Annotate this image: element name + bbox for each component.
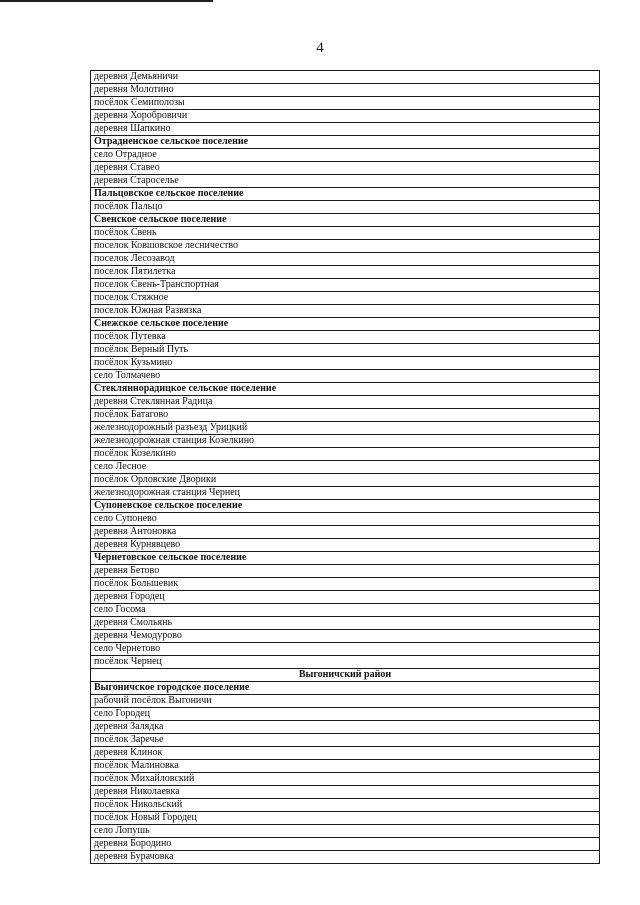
settlement-row [91,240,600,253]
settlement-heading-row [91,383,600,396]
settlement-name-cell: деревня Антоновка [91,526,600,539]
settlement-row [91,292,600,305]
settlement-heading-row [91,500,600,513]
settlement-name-cell: поселок Стяжное [91,292,600,305]
settlement-name-cell: посёлок Кузьмино [91,357,600,370]
settlement-name-cell: деревня Бетово [91,565,600,578]
settlement-row [91,643,600,656]
settlement-row [91,201,600,214]
settlement-row [91,448,600,461]
settlement-row [91,591,600,604]
settlement-row [91,435,600,448]
settlement-name-cell: посёлок Семиполозы [91,97,600,110]
settlement-row [91,708,600,721]
settlement-row [91,604,600,617]
settlement-heading-cell: Пальцовское сельское поселение [91,188,600,201]
settlement-name-cell: село Госома [91,604,600,617]
settlement-name-cell: посёлок Большевик [91,578,600,591]
settlement-name-cell: деревня Клинок [91,747,600,760]
settlement-row [91,253,600,266]
settlement-row [91,630,600,643]
settlement-name-cell: деревня Стеклянная Радица [91,396,600,409]
settlement-name-cell: посёлок Пальцо [91,201,600,214]
settlement-row [91,474,600,487]
settlement-row [91,851,600,864]
settlements-table [90,70,600,864]
settlement-name-cell: деревня Бурачовка [91,851,600,864]
settlement-row [91,84,600,97]
settlement-name-cell: железнодорожный разъезд Урицкий [91,422,600,435]
settlement-row [91,344,600,357]
settlement-row [91,539,600,552]
settlement-row [91,838,600,851]
settlement-name-cell: деревня Смольянь [91,617,600,630]
settlement-name-cell: железнодорожная станция Чернец [91,487,600,500]
settlement-row [91,799,600,812]
district-heading-cell: Выгоничский район [91,669,600,682]
settlement-row [91,409,600,422]
settlement-row [91,461,600,474]
district-heading-row [91,669,600,682]
settlement-row [91,747,600,760]
settlement-heading-cell: Чернетовское сельское поселение [91,552,600,565]
settlement-name-cell: посёлок Верный Путь [91,344,600,357]
settlement-name-cell: деревня Молотино [91,84,600,97]
settlement-name-cell: село Лопушь [91,825,600,838]
settlement-row [91,227,600,240]
settlement-name-cell: посёлок Новый Городец [91,812,600,825]
settlement-name-cell: посёлок Малиновка [91,760,600,773]
settlement-row [91,97,600,110]
settlement-row [91,305,600,318]
settlement-row [91,734,600,747]
settlement-heading-row [91,188,600,201]
settlement-name-cell: посёлок Козелкино [91,448,600,461]
settlement-name-cell: поселок Пятилетка [91,266,600,279]
settlement-row [91,513,600,526]
settlement-name-cell: село Толмачево [91,370,600,383]
settlements-table-body [91,71,600,864]
settlement-name-cell: поселок Свень-Транспортная [91,279,600,292]
settlement-row [91,578,600,591]
settlement-name-cell: село Чернетово [91,643,600,656]
settlement-heading-row [91,214,600,227]
settlement-row [91,370,600,383]
settlement-name-cell: посёлок Заречье [91,734,600,747]
settlement-heading-cell: Супоневское сельское поселение [91,500,600,513]
settlement-name-cell: рабочий посёлок Выгоничи [91,695,600,708]
settlement-heading-cell: Стекляннорадицкое сельское поселение [91,383,600,396]
settlement-heading-row [91,136,600,149]
settlement-name-cell: село Лесное [91,461,600,474]
settlement-name-cell: деревня Бородино [91,838,600,851]
settlement-name-cell: посёлок Михайловский [91,773,600,786]
settlement-row [91,357,600,370]
settlement-row [91,266,600,279]
settlement-row [91,760,600,773]
settlement-row [91,695,600,708]
settlement-name-cell: посёлок Чернец [91,656,600,669]
settlement-row [91,656,600,669]
settlement-heading-cell: Выгоничское городское поселение [91,682,600,695]
settlement-row [91,786,600,799]
settlement-name-cell: поселок Ковшовское лесничество [91,240,600,253]
settlement-row [91,331,600,344]
settlement-name-cell: поселок Южная Развязка [91,305,600,318]
top-rule [0,0,213,2]
settlement-name-cell: деревня Курнявцево [91,539,600,552]
settlement-name-cell: поселок Лесозавод [91,253,600,266]
settlement-name-cell: деревня Ставео [91,162,600,175]
settlement-heading-row [91,682,600,695]
settlement-name-cell: село Городец [91,708,600,721]
settlement-row [91,773,600,786]
settlement-heading-cell: Отрадненское сельское поселение [91,136,600,149]
settlement-name-cell: посёлок Батагово [91,409,600,422]
settlement-name-cell: железнодорожная станция Козелкино [91,435,600,448]
settlement-name-cell: село Супонево [91,513,600,526]
settlement-name-cell: деревня Чемодурово [91,630,600,643]
settlement-row [91,487,600,500]
settlement-name-cell: посёлок Путевка [91,331,600,344]
settlement-row [91,422,600,435]
settlement-heading-row [91,318,600,331]
settlement-row [91,279,600,292]
settlement-row [91,617,600,630]
settlement-row [91,565,600,578]
settlement-row [91,825,600,838]
settlement-row [91,110,600,123]
settlement-row [91,526,600,539]
settlement-heading-cell: Снежское сельское поселение [91,318,600,331]
settlement-name-cell: деревня Хоробровичи [91,110,600,123]
settlement-name-cell: посёлок Никольский [91,799,600,812]
settlement-row [91,175,600,188]
settlement-name-cell: деревня Шапкино [91,123,600,136]
settlement-name-cell: деревня Староселье [91,175,600,188]
settlement-heading-row [91,552,600,565]
settlement-row [91,396,600,409]
settlement-row [91,149,600,162]
settlement-name-cell: деревня Николаевка [91,786,600,799]
settlement-row [91,812,600,825]
page-number: 4 [316,40,324,56]
settlement-name-cell: деревня Залядка [91,721,600,734]
settlement-name-cell: деревня Демьяничи [91,71,600,84]
settlement-row [91,123,600,136]
settlement-heading-cell: Свенское сельское поселение [91,214,600,227]
settlement-name-cell: село Отрадное [91,149,600,162]
settlement-name-cell: посёлок Орловские Дворики [91,474,600,487]
settlement-row [91,71,600,84]
settlement-row [91,721,600,734]
settlement-row [91,162,600,175]
settlement-name-cell: деревня Городец [91,591,600,604]
settlement-name-cell: посёлок Свень [91,227,600,240]
